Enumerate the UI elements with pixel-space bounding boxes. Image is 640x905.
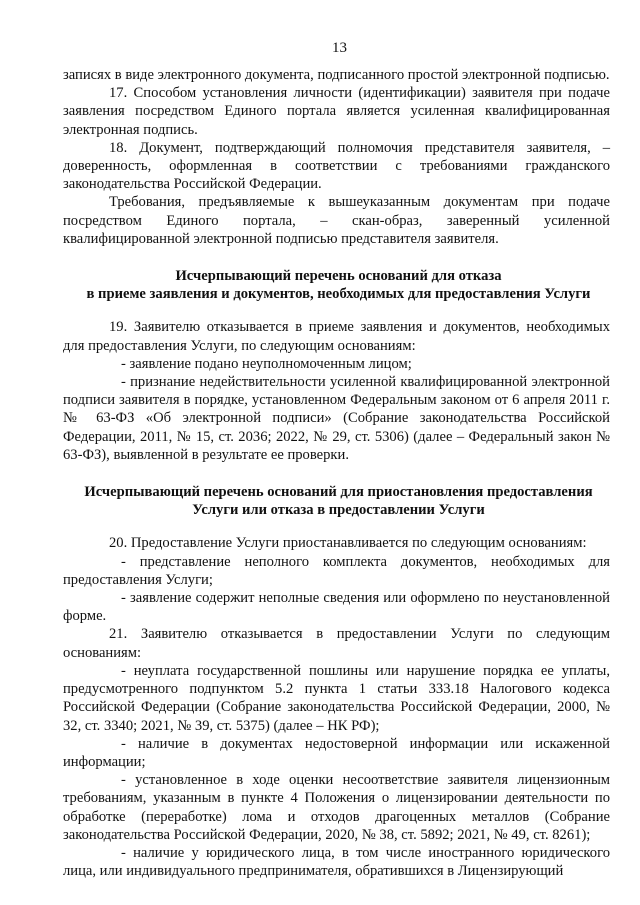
paragraph: 21. Заявителю отказывается в предоставлении Услуги по следующим основаниям: [63,626,610,661]
paragraph: Требования, предъявляемые к вышеуказанным документам при подаче посредством Единого портала, – скан-образ, заверенный усиленной квалифицированной электронной подписью представителя заявителя. [63,194,610,247]
section-heading-refusal-acceptance [63,267,610,303]
paragraph: 19. Заявителю отказывается в приеме заявления и документов, необходимых для предоставления Услуги, по следующим основаниям: [63,319,610,354]
paragraph: 20. Предоставление Услуги приостанавливается по следующим основаниям: [109,535,587,552]
heading-line: Исчерпывающий перечень оснований для отказа [175,268,502,285]
heading-line: в приеме заявления и документов, необходимых для предоставления Услуги [86,286,591,303]
list-item: - заявление содержит неполные сведения или оформлено по неустановленной форме. [63,590,610,625]
heading-line: Исчерпывающий перечень оснований для приостановления предоставления [84,484,593,501]
list-item: - наличие в документах недостоверной информации или искаженной информации; [63,735,610,770]
text-section-suspension-refusal [63,534,610,880]
text-section-refusal-acceptance [63,318,610,464]
text-section-top [63,66,610,248]
list-item: - заявление подано неуполномоченным лицом; [121,355,412,372]
list-item: - признание недействительности усиленной квалифицированной электронной подписи заявителя в порядке, установленном Федеральным законом от 6 апреля 2011 г. № 63-ФЗ «Об электронной подписи» (Собрание законодательства Российской Федерации, 2011, № 15, ст. 2036; 2022, № 29, ст. 5306) (далее – Федеральный закон № 63-ФЗ), выявленной в результате ее проверки. [63,374,610,463]
paragraph: записях в виде электронного документа, подписанного простой электронной подписью. [63,67,610,83]
paragraph: 17. Способом установления личности (идентификации) заявителя при подаче заявления посредством Единого портала является усиленная квалифицированная электронная подпись. [63,85,610,138]
section-heading-suspension-refusal [63,483,610,519]
list-item: - неуплата государственной пошлины или нарушение порядка ее уплаты, предусмотренного подпунктом 5.2 пункта 1 статьи 333.18 Налогового кодекса Российской Федерации (Собрание законодательства Российской Федерации, 2000, № 32, ст. 3340; 2021, № 39, ст. 5375) (далее – НК РФ); [63,662,610,734]
heading-line: Услуги или отказа в предоставлении Услуги [192,502,485,519]
paragraph: 18. Документ, подтверждающий полномочия представителя заявителя, – доверенность, оформленная в соответствии с требованиями гражданского законодательства Российской Федерации. [63,139,610,193]
list-item: - установленное в ходе оценки несоответствие заявителя лицензионным требованиям, указанным в пункте 4 Положения о лицензировании деятельности по обработке (переработке) лома и отходов драгоценных металлов (Собрание законодательства Российской Федерации, 2020, № 38, ст. 5892; 2021, № 49, ст. 8261); [63,772,610,843]
page-number: 13 [332,40,347,56]
list-item: - представление неполного комплекта документов, необходимых для предоставления Услуги; [63,553,610,588]
list-item: - наличие у юридического лица, в том числе иностранного юридического лица, или индивидуального предпринимателя, обратившихся в Лицензирующий [63,844,610,880]
